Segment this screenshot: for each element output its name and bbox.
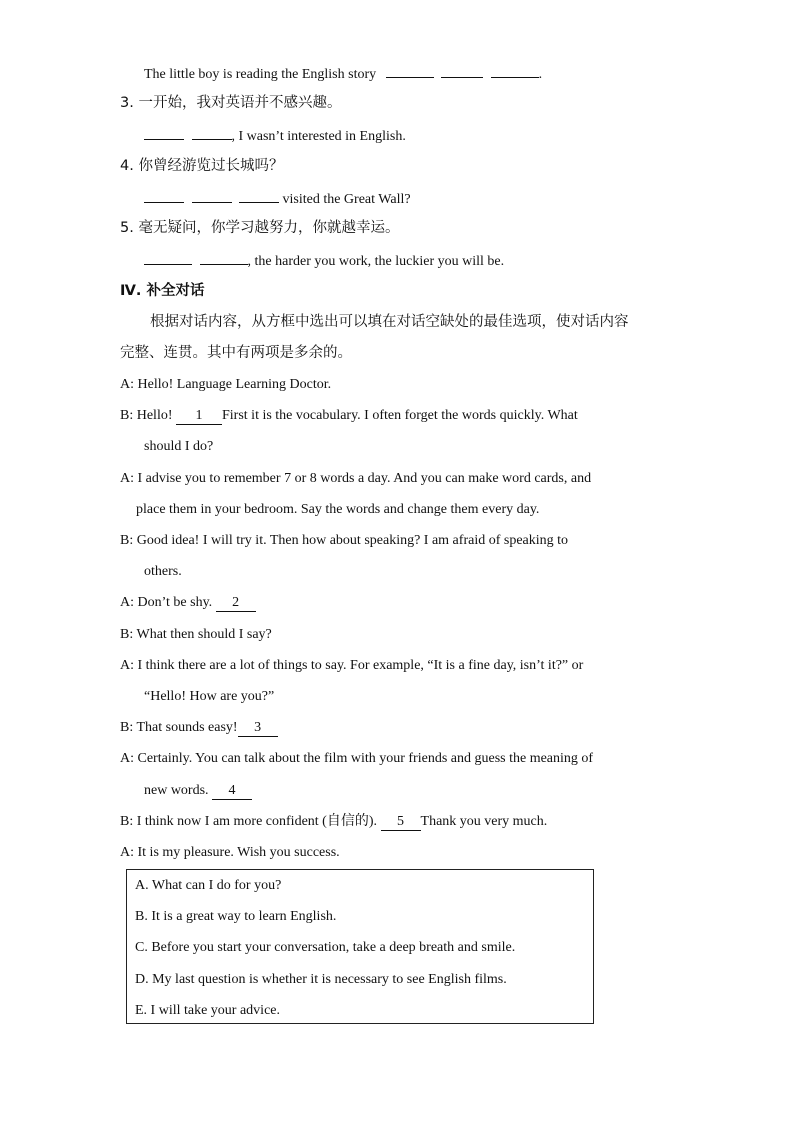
answer-blank[interactable] — [239, 188, 279, 203]
answer-blank[interactable] — [491, 63, 539, 78]
chinese-sentence: 一开始，我对英语并不感兴趣。 — [138, 95, 342, 111]
item-number: 3. — [120, 95, 134, 111]
speaker-text: new words. — [144, 783, 213, 798]
dialogue-line: A: Hello! Language Learning Doctor. — [120, 377, 332, 392]
dialogue-line-continued: place them in your bedroom. Say the words and change them every day. — [136, 502, 540, 517]
speaker-text: B: That sounds easy! — [120, 720, 238, 735]
section-heading: Ⅳ. 补全对话 — [120, 283, 205, 299]
option-c[interactable]: C. Before you start your conversation, take a deep breath and smile. — [135, 940, 516, 955]
period: . — [538, 67, 543, 82]
dialogue-line — [120, 812, 547, 832]
answer-blank[interactable] — [192, 125, 232, 140]
dialogue-line — [120, 718, 278, 738]
answer-blank[interactable] — [192, 188, 232, 203]
instruction-line-1: 根据对话内容，从方框中选出可以填在对话空缺处的最佳选项，使对话内容 — [150, 314, 629, 330]
dialogue-line: B: What then should I say? — [120, 627, 272, 642]
speaker-text: First it is the vocabulary. I often forget the words quickly. What — [222, 408, 578, 423]
item-number: 4. — [120, 158, 134, 174]
translation-item-3-chinese — [120, 93, 341, 113]
answer-blank-1[interactable]: 1 — [176, 408, 222, 425]
dialogue-line-continued — [144, 781, 252, 801]
answer-blank-5[interactable]: 5 — [381, 814, 421, 831]
dialogue-line: A: It is my pleasure. Wish you success. — [120, 845, 340, 860]
chinese-sentence: 毫无疑问，你学习越努力，你就越幸运。 — [138, 220, 400, 236]
speaker-text: A: Don’t be shy. — [120, 595, 216, 610]
answer-blank[interactable] — [144, 188, 184, 203]
option-d[interactable]: D. My last question is whether it is necessary to see English films. — [135, 972, 507, 987]
dialogue-line-continued: “Hello! How are you?” — [144, 689, 275, 704]
dialogue-line: B: Good idea! I will try it. Then how about speaking? I am afraid of speaking to — [120, 533, 569, 548]
chinese-sentence: 你曾经游览过长城吗？ — [138, 158, 284, 174]
sentence-text: visited the Great Wall? — [279, 192, 411, 207]
sentence-text: , I wasn’t interested in English. — [231, 129, 406, 144]
translation-item-5-chinese — [120, 218, 399, 238]
answer-blank-4[interactable]: 4 — [212, 783, 252, 800]
option-b[interactable]: B. It is a great way to learn English. — [135, 909, 337, 924]
translation-item-4-chinese — [120, 156, 283, 176]
speaker-text: B: I think now I am more confident (自信的). — [120, 814, 381, 829]
instruction-line-2: 完整、连贯。其中有两项是多余的。 — [120, 345, 352, 361]
dialogue-line: A: I think there are a lot of things to say. For example, “It is a fine day, isn’t it?” or — [120, 658, 584, 673]
answer-blank-2[interactable]: 2 — [216, 595, 256, 612]
translation-item-3-english — [144, 125, 406, 147]
dialogue-line: A: I advise you to remember 7 or 8 words a day. And you can make word cards, and — [120, 471, 592, 486]
answer-blank[interactable] — [386, 63, 434, 78]
answer-blank[interactable] — [144, 125, 184, 140]
answer-blank[interactable] — [441, 63, 483, 78]
option-a[interactable]: A. What can I do for you? — [135, 878, 282, 893]
item-number: 5. — [120, 220, 134, 236]
answer-blank-3[interactable]: 3 — [238, 720, 278, 737]
speaker-text: B: Hello! — [120, 408, 176, 423]
translation-item-4-english — [144, 188, 411, 210]
answer-blank[interactable] — [144, 250, 192, 265]
dialogue-line-continued: others. — [144, 564, 182, 579]
options-box — [126, 869, 594, 1024]
sentence-text: , the harder you work, the luckier you will be. — [247, 254, 505, 269]
answer-blank[interactable] — [200, 250, 248, 265]
sentence-text: The little boy is reading the English story — [144, 67, 377, 82]
dialogue-line-continued: should I do? — [144, 439, 214, 454]
option-e[interactable]: E. I will take your advice. — [135, 1003, 281, 1018]
dialogue-line: A: Certainly. You can talk about the film with your friends and guess the meaning of — [120, 751, 594, 766]
translation-item-2-english — [144, 63, 542, 85]
speaker-text: Thank you very much. — [420, 814, 548, 829]
dialogue-line — [120, 406, 578, 426]
translation-item-5-english — [144, 250, 504, 272]
dialogue-line — [120, 593, 256, 613]
